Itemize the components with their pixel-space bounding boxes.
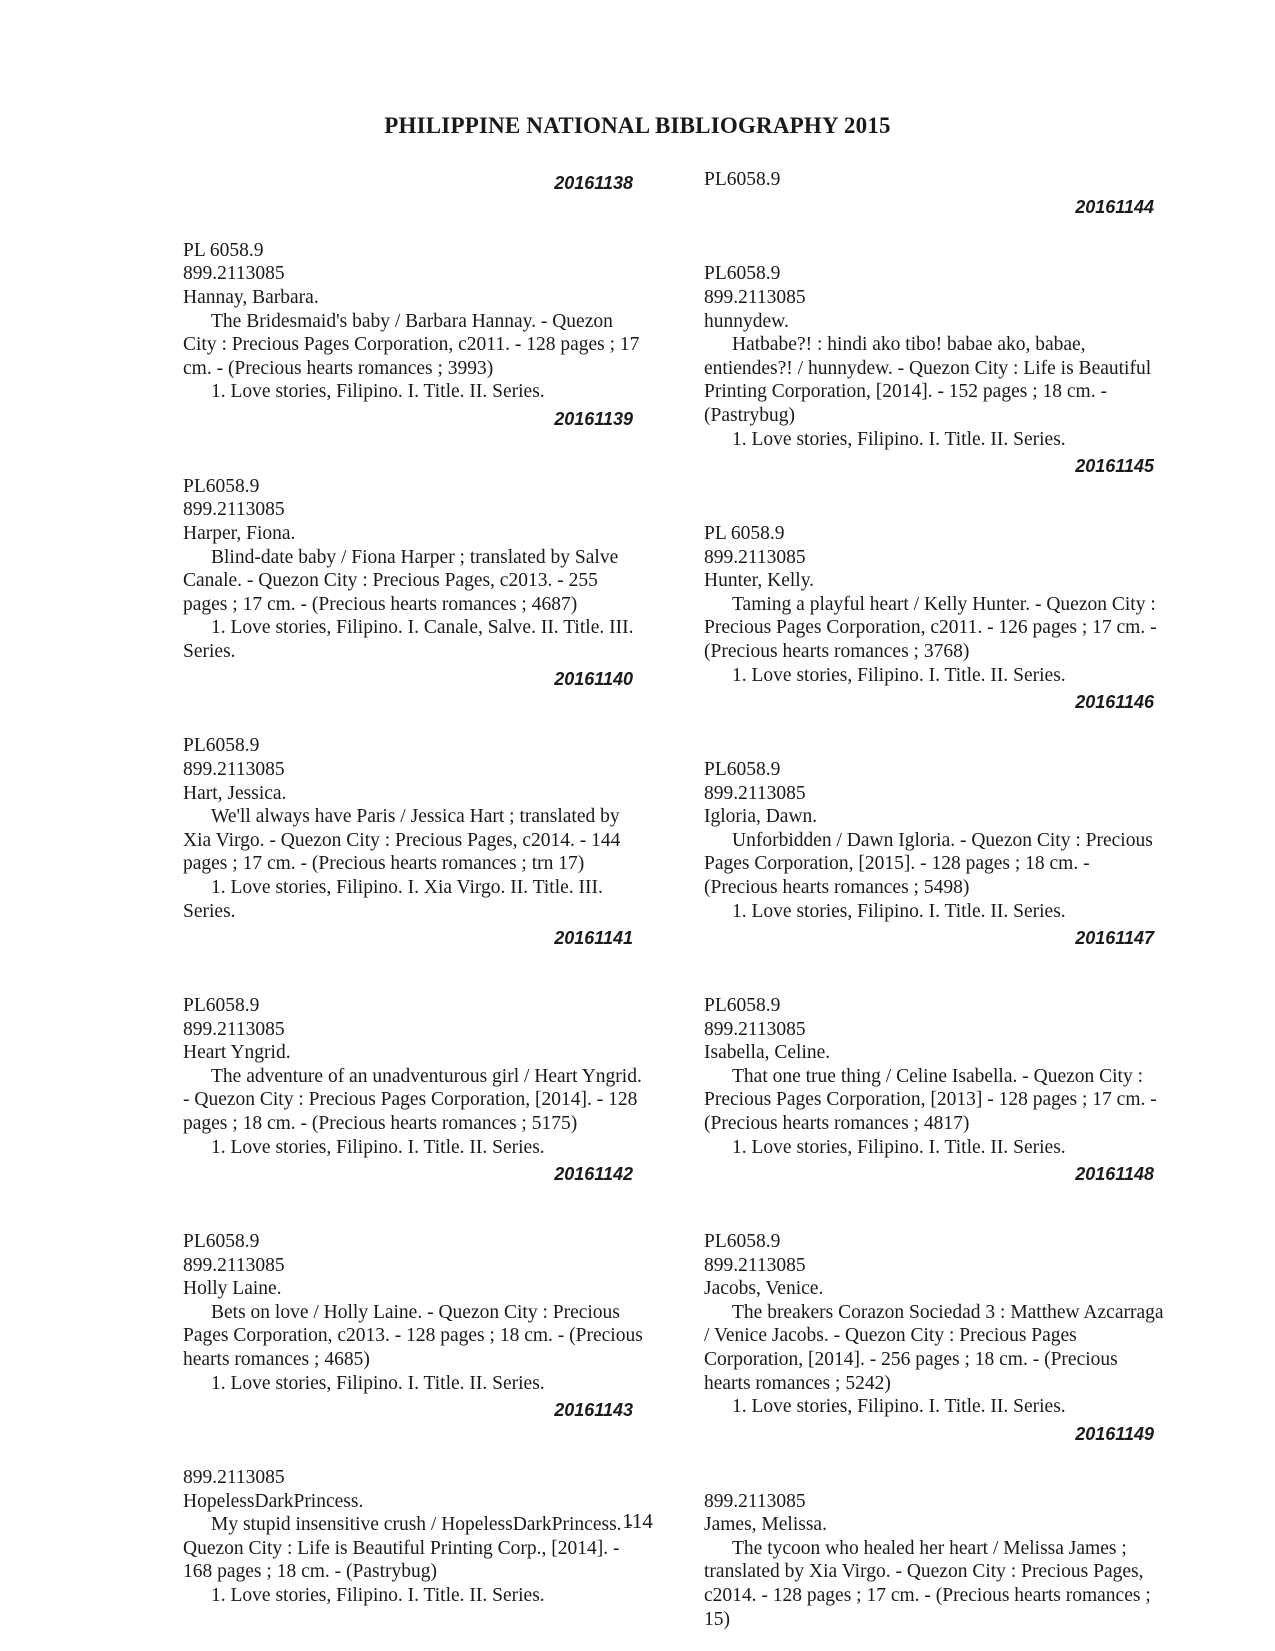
call-number: PL 6058.9 xyxy=(183,239,264,261)
entry-description: hearts romances ; 5242) xyxy=(704,1372,891,1394)
entry-subjects: 1. Love stories, Filipino. I. Title. II. Series. xyxy=(211,1585,545,1606)
entry-description: We'll always have Paris / Jessica Hart ; translated by xyxy=(211,806,620,828)
entry-description: Precious Pages Corporation, c2011. - 126 pages ; 17 cm. - xyxy=(704,617,1157,639)
dewey-number: 899.2113085 xyxy=(704,1018,806,1040)
entry-description: Xia Virgo. - Quezon City : Precious Pages, c2014. - 144 xyxy=(183,829,621,851)
entry-number: 20161145 xyxy=(1075,456,1154,477)
entry-author: Hunter, Kelly. xyxy=(704,570,815,592)
dewey-number: 899.2113085 xyxy=(183,499,285,521)
entry-subjects: Series. xyxy=(183,900,236,922)
entry-author: James, Melissa. xyxy=(704,1514,827,1536)
entry-number: 20161141 xyxy=(554,928,633,949)
entry-description: Unforbidden / Dawn Igloria. - Quezon City : Precious xyxy=(732,829,1153,851)
entry-author: Isabella, Celine. xyxy=(704,1042,831,1064)
call-number: PL6058.9 xyxy=(704,263,781,285)
entry-author: Holly Laine. xyxy=(183,1278,282,1300)
entry-description: cm. - (Precious hearts romances ; 3993) xyxy=(183,357,494,379)
entry-description: 168 pages ; 18 cm. - (Pastrybug) xyxy=(183,1561,437,1583)
call-number: PL6058.9 xyxy=(183,475,260,497)
page-title: PHILIPPINE NATIONAL BIBLIOGRAPHY 2015 xyxy=(384,113,891,138)
entry-number: 20161146 xyxy=(1075,692,1154,713)
call-number: PL6058.9 xyxy=(704,169,781,190)
entry-author: Hart, Jessica. xyxy=(183,782,287,804)
dewey-number: 899.2113085 xyxy=(704,1490,806,1512)
entry-description: The breakers Corazon Sociedad 3 : Matthew Azcarraga xyxy=(732,1301,1164,1323)
entry-description: c2014. - 128 pages ; 17 cm. - (Precious hearts romances ; xyxy=(704,1585,1151,1606)
entry-description: Hatbabe?! : hindi ako tibo! babae ako, babae, xyxy=(732,334,1086,356)
entry-description: (Pastrybug) xyxy=(704,405,795,426)
entry-author: HopelessDarkPrincess. xyxy=(183,1490,364,1512)
entry-description: Precious Pages Corporation, [2013] - 128 pages ; 17 cm. - xyxy=(704,1089,1157,1111)
entry-description: Canale. - Quezon City : Precious Pages, c2013. - 255 xyxy=(183,570,598,592)
entry-number: 20161138 xyxy=(554,173,633,193)
entry-subjects: Series. xyxy=(183,641,236,662)
entry-description: Pages Corporation, [2015]. - 128 pages ; 18 cm. - xyxy=(704,853,1090,875)
dewey-number: 899.2113085 xyxy=(704,287,806,308)
dewey-number: 899.2113085 xyxy=(704,1254,806,1276)
dewey-number: 899.2113085 xyxy=(183,1254,285,1276)
entry-description: Printing Corporation, [2014]. - 152 pages ; 18 cm. - xyxy=(704,381,1107,403)
entry-description: pages ; 18 cm. - (Precious hearts romances ; 5175) xyxy=(183,1113,578,1134)
entry-description: The adventure of an unadventurous girl / Heart Yngrid. xyxy=(211,1065,642,1087)
entry-description: Blind-date baby / Fiona Harper ; translated by Salve xyxy=(211,546,619,568)
call-number: PL 6058.9 xyxy=(704,523,785,544)
entry-author: Heart Yngrid. xyxy=(183,1042,291,1064)
entry-description: pages ; 17 cm. - (Precious hearts romances ; 4687) xyxy=(183,593,578,615)
entry-subjects: 1. Love stories, Filipino. I. Xia Virgo. II. Title. III. xyxy=(211,877,603,898)
entry-subjects: 1. Love stories, Filipino. I. Title. II. Series. xyxy=(732,664,1066,686)
entry-author: Jacobs, Venice. xyxy=(704,1278,824,1300)
entry-description: That one true thing / Celine Isabella. - Quezon City : xyxy=(732,1065,1144,1087)
dewey-number: 899.2113085 xyxy=(183,1467,285,1488)
entry-description: - Quezon City : Precious Pages Corporation, [2014]. - 128 xyxy=(183,1089,638,1111)
entry-description: City : Precious Pages Corporation, c2011. - 128 pages ; 17 xyxy=(183,334,640,356)
entry-description: Corporation, [2014]. - 256 pages ; 18 cm. - (Precious xyxy=(704,1349,1118,1370)
entry-subjects: 1. Love stories, Filipino. I. Title. II. Series. xyxy=(732,1136,1066,1158)
entry-subjects: 1. Love stories, Filipino. I. Title. II. Series. xyxy=(732,1396,1066,1418)
entry-subjects: 1. Love stories, Filipino. I. Title. II. Series. xyxy=(211,381,545,403)
entry-description: Bets on love / Holly Laine. - Quezon City : Precious xyxy=(211,1301,620,1323)
entry-subjects: 1. Love stories, Filipino. I. Title. II. Series. xyxy=(211,1372,545,1394)
entry-number: 20161148 xyxy=(1075,1164,1154,1185)
entry-description: The tycoon who healed her heart / Melissa James ; xyxy=(732,1537,1127,1559)
entry-number: 20161149 xyxy=(1075,1423,1154,1444)
entry-author: Igloria, Dawn. xyxy=(704,806,818,828)
dewey-number: 899.2113085 xyxy=(183,759,285,780)
entry-description: My stupid insensitive crush / HopelessDarkPrincess. - xyxy=(211,1514,633,1536)
dewey-number: 899.2113085 xyxy=(704,782,806,804)
call-number: PL6058.9 xyxy=(183,995,260,1016)
entry-description: (Precious hearts romances ; 5498) xyxy=(704,877,970,898)
entry-author: hunnydew. xyxy=(704,310,789,332)
entry-number: 20161143 xyxy=(554,1400,633,1421)
entry-subjects: 1. Love stories, Filipino. I. Title. II. Series. xyxy=(211,1136,545,1158)
call-number: PL6058.9 xyxy=(704,759,781,780)
entry-description: / Venice Jacobs. - Quezon City : Precious Pages xyxy=(704,1325,1077,1347)
entry-description: (Precious hearts romances ; 3768) xyxy=(704,641,970,662)
dewey-number: 899.2113085 xyxy=(183,1018,285,1040)
entry-description: pages ; 17 cm. - (Precious hearts romances ; trn 17) xyxy=(183,853,585,875)
call-number: PL6058.9 xyxy=(704,1231,781,1252)
entry-subjects: 1. Love stories, Filipino. I. Title. II. Series. xyxy=(732,428,1066,450)
dewey-number: 899.2113085 xyxy=(183,263,285,285)
entry-description: Quezon City : Life is Beautiful Printing Corp., [2014]. - xyxy=(183,1537,620,1559)
entry-description: 15) xyxy=(704,1608,730,1630)
entry-number: 20161142 xyxy=(554,1164,633,1185)
page-number: 114 xyxy=(622,1509,653,1533)
entry-author: Hannay, Barbara. xyxy=(183,287,319,308)
entry-number: 20161147 xyxy=(1075,928,1154,949)
entry-description: entiendes?! / hunnydew. - Quezon City : Life is Beautiful xyxy=(704,357,1152,379)
entry-subjects: 1. Love stories, Filipino. I. Title. II. Series. xyxy=(732,900,1066,922)
entry-subjects: 1. Love stories, Filipino. I. Canale, Salve. II. Title. III. xyxy=(211,617,634,639)
entry-description: translated by Xia Virgo. - Quezon City : Precious Pages, xyxy=(704,1561,1144,1583)
dewey-number: 899.2113085 xyxy=(704,546,806,568)
entry-description: Pages Corporation, c2013. - 128 pages ; 18 cm. - (Precious xyxy=(183,1325,643,1347)
entry-author: Harper, Fiona. xyxy=(183,523,296,544)
entry-description: Taming a playful heart / Kelly Hunter. - Quezon City : xyxy=(732,593,1156,615)
call-number: PL6058.9 xyxy=(704,995,781,1016)
call-number: PL6058.9 xyxy=(183,735,260,757)
call-number: PL6058.9 xyxy=(183,1231,260,1252)
entry-number: 20161140 xyxy=(554,668,633,689)
entry-description: hearts romances ; 4685) xyxy=(183,1349,370,1370)
entry-description: The Bridesmaid's baby / Barbara Hannay. - Quezon xyxy=(211,310,613,332)
entry-number: 20161144 xyxy=(1075,196,1154,217)
entry-description: (Precious hearts romances ; 4817) xyxy=(704,1113,970,1134)
entry-number: 20161139 xyxy=(554,409,633,429)
